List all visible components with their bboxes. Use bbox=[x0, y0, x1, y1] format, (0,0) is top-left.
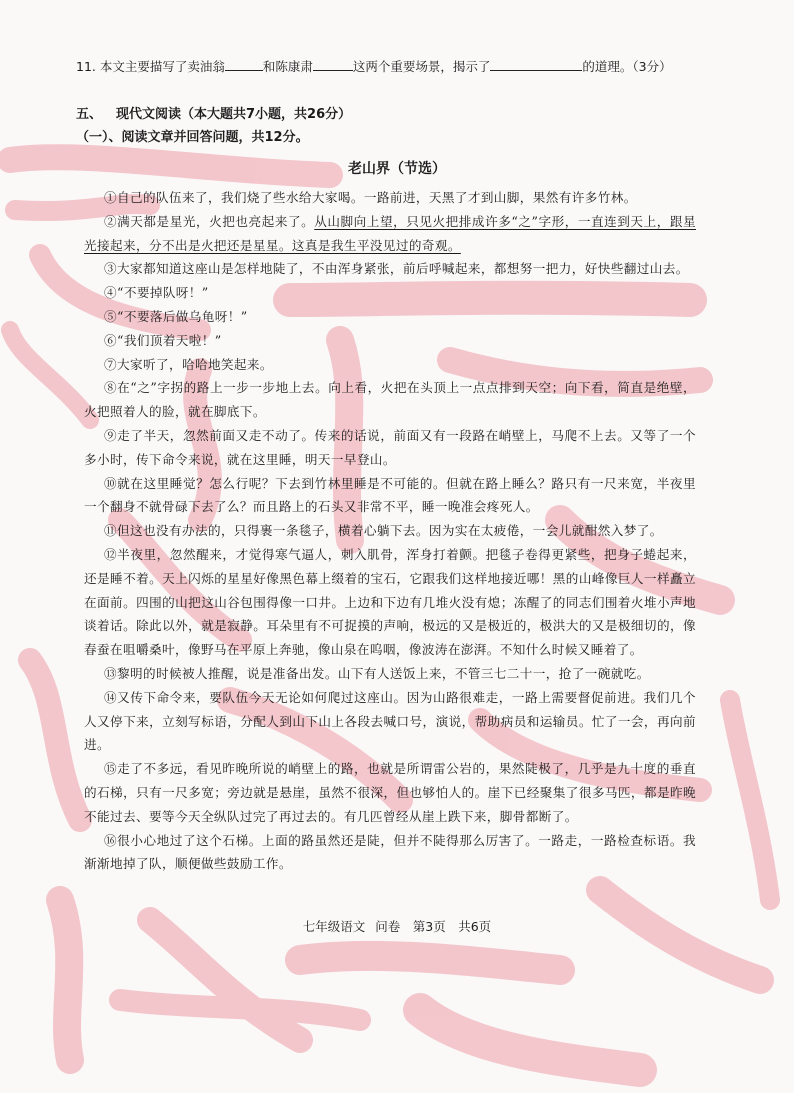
question-11-text: 和陈康肃 bbox=[262, 59, 313, 74]
paragraph-4: ④“不要掉队呀！” bbox=[104, 285, 209, 301]
underlined-sentence: 从山脚向上望，只见火把排成许多“之”字形，一直连到天上，跟星光接起来，分不出是火把还是星星。这真是我生平没见过的奇观。 bbox=[84, 213, 696, 253]
section-number: 五、 bbox=[76, 107, 103, 122]
paragraph-14: ⑭又传下命令来，要队伍今天无论如何爬过这座山。因为山路很难走，一路上需要督促前进。我们几个人又停下来，立刻写标语，分配人到山下山上各段去喊口号，演说，帮助病员和运输员。忙了一会，再向前进。 bbox=[84, 689, 696, 753]
paragraph-12: ⑫半夜里，忽然醒来，才觉得寒气逼人，刺入肌骨，浑身打着颤。把毯子卷得更紧些，把身子蜷起来，还是睡不着。天上闪烁的星星好像黑色幕上缀着的宝石，它跟我们这样地接近哪！黑的山峰像巨人一样矗立在面前。四围的山把这山谷包围得像一口井。上边和下边有几堆火没有熄；冻醒了的同志们围着火堆小声地谈着话。除此以外，就是寂静。耳朵里有不可捉摸的声响，极远的又是极近的，极洪大的又是极细切的，像春蚕在咀嚼桑叶，像野马在平原上奔驰，像山泉在呜咽，像波涛在澎湃。不知什么时候又睡着了。 bbox=[84, 546, 696, 658]
answer-blank-3 bbox=[490, 57, 582, 71]
question-11-text: 这两个重要场景，揭示了 bbox=[352, 59, 491, 74]
article-body bbox=[84, 186, 696, 876]
question-11 bbox=[76, 56, 686, 78]
paragraph-15: ⑮走了不多远，看见昨晚所说的峭壁上的路，也就是所谓雷公岩的，果然陡极了，几乎是九十度的垂直的石梯，只有一尺多宽；旁边就是悬崖，虽然不很深，但也够怕人的。崖下已经聚集了很多马匹，都是昨晚不能过去、要等今天全纵队过完了再过去的。有几匹曾经从崖上跌下来，脚骨都断了。 bbox=[84, 761, 696, 824]
question-11-text: 11. 本文主要描写了卖油翁 bbox=[76, 59, 225, 74]
paragraph-13: ⑬黎明的时候被人推醒，说是准备出发。山下有人送饭上来，不管三七二十一，抢了一碗就吃。 bbox=[104, 665, 650, 681]
paragraph-8: ⑧在“之”字拐的路上一步一步地上去。向上看，火把在头顶上一点点排到天空；向下看，简直是绝壁，火把照着人的脸，就在脚底下。 bbox=[84, 380, 696, 420]
paragraph-9: ⑨走了半天，忽然前面又走不动了。传来的话说，前面又有一段路在峭壁上，马爬不上去。又等了一个多小时，传下命令来说，就在这里睡，明天一早登山。 bbox=[84, 427, 696, 467]
paragraph-10: ⑩就在这里睡觉？怎么行呢？下去到竹林里睡是不可能的。但就在路上睡么？路只有一尺来宽，半夜里一个翻身不就骨碌下去了么？而且路上的石头又非常不平，睡一晚准会疼死人。 bbox=[84, 475, 696, 515]
paragraph-5: ⑤“不要落后做乌龟呀！” bbox=[104, 308, 248, 324]
paragraph-16: ⑯很小心地过了这个石梯。上面的路虽然还是陡，但并不陡得那么厉害了。一路走，一路检查标语。我渐渐地掉了队，顺便做些鼓励工作。 bbox=[84, 832, 696, 872]
paragraph-11: ⑪但这也没有办法的，只得裹一条毯子，横着心躺下去。因为实在太疲倦，一会儿就酣然入梦了。 bbox=[104, 523, 663, 539]
paragraph-1: ①自己的队伍来了，我们烧了些水给大家喝。一路前进，天黑了才到山脚，果然有许多竹林。 bbox=[104, 190, 637, 205]
paragraph-6: ⑥“我们顶着天啦！” bbox=[104, 332, 222, 348]
paragraph-2-text: ②满天都是星光，火把也亮起来了。 bbox=[104, 213, 315, 229]
answer-blank-1 bbox=[225, 57, 263, 71]
paragraph-7: ⑦大家听了，哈哈地笑起来。 bbox=[104, 356, 273, 372]
section-title: 现代文阅读（本大题共7小题，共26分） bbox=[116, 107, 352, 122]
paragraph-2 bbox=[84, 210, 696, 258]
article-title: 老山界（节选） bbox=[348, 161, 446, 177]
paragraph-3: ③大家都知道这座山是怎样地陡了，不由浑身紧张，前后呼喊起来，都想努一把力，好快些翻过山去。 bbox=[104, 261, 689, 277]
answer-blank-2 bbox=[313, 57, 353, 71]
section-heading bbox=[76, 103, 351, 122]
question-11-text: 的道理。（3分） bbox=[582, 59, 672, 74]
subsection-heading: （一）、阅读文章并回答问题，共12分。 bbox=[76, 130, 309, 145]
page-footer: 七年级语文 问卷 第3页 共6页 bbox=[302, 919, 492, 934]
